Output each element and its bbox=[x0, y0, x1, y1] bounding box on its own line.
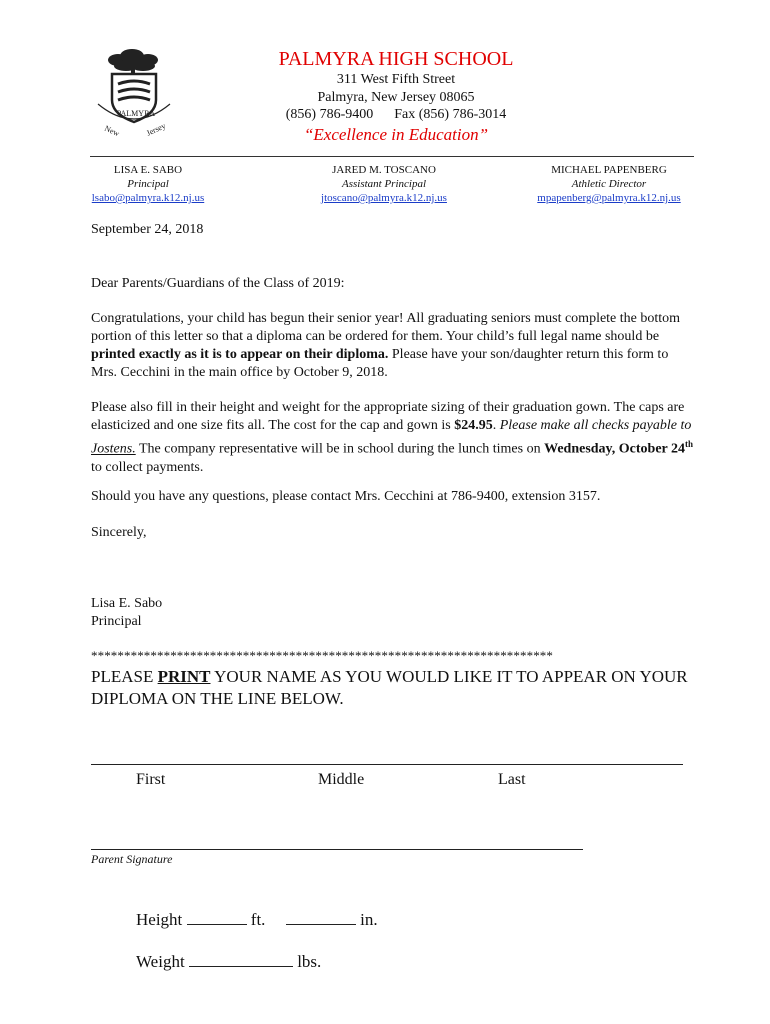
parent-signature-line[interactable] bbox=[91, 849, 583, 850]
weight-unit: lbs. bbox=[297, 952, 322, 971]
letter-date: September 24, 2018 bbox=[91, 222, 204, 237]
label-last: Last bbox=[498, 771, 526, 788]
paragraph-text: Please also fill in their height and weight for the appropriate sizing of their graduation gown. The caps are elasticized and one size fits all. The cost for the cap and gown is bbox=[91, 400, 685, 433]
seal-text-right: Jersey bbox=[145, 121, 167, 138]
school-motto: “Excellence in Education” bbox=[303, 125, 489, 144]
instruction-emphasis: PRINT bbox=[157, 667, 211, 686]
header-divider bbox=[90, 156, 694, 157]
price-text: $24.95 bbox=[454, 418, 493, 433]
label-parent-signature: Parent Signature bbox=[91, 852, 173, 866]
instruction-text: YOUR NAME AS YOU WOULD LIKE IT TO APPEAR ON YOUR DIPLOMA ON THE LINE BELOW. bbox=[91, 667, 688, 708]
paragraph-text: The company representative will be in school during the lunch times on bbox=[135, 441, 545, 457]
staff-email-link[interactable]: jtoscano@palmyra.k12.nj.us bbox=[321, 192, 447, 204]
seal-banner-text: PALMYRA bbox=[116, 109, 156, 118]
letter-paragraph-1 bbox=[91, 310, 695, 382]
separator-stars: ********************************************************************** bbox=[91, 648, 553, 663]
collection-date: Wednesday, October 24 bbox=[544, 441, 686, 457]
address-line-1: 311 West Fifth Street bbox=[336, 72, 456, 87]
date-suffix: th bbox=[685, 439, 694, 449]
staff-role: Athletic Director bbox=[571, 178, 647, 190]
staff-role: Principal bbox=[127, 178, 169, 190]
payee-name: Jostens. bbox=[91, 441, 136, 457]
label-middle: Middle bbox=[318, 771, 365, 788]
height-label: Height bbox=[136, 910, 183, 929]
phone-number: (856) 786-9400 bbox=[285, 107, 374, 122]
signer-name: Lisa E. Sabo bbox=[91, 596, 163, 611]
phone-fax-line bbox=[0, 107, 770, 123]
staff-role: Assistant Principal bbox=[341, 178, 427, 190]
emphasis-text: printed exactly as it is to appear on their diploma. bbox=[91, 347, 389, 362]
height-feet-field[interactable] bbox=[187, 910, 247, 925]
address-line-2: Palmyra, New Jersey 08065 bbox=[317, 90, 475, 105]
height-inches-unit: in. bbox=[360, 910, 378, 929]
height-row bbox=[136, 910, 378, 930]
height-feet-unit: ft. bbox=[250, 910, 266, 929]
staff-name: LISA E. SABO bbox=[113, 164, 183, 176]
signer-title: Principal bbox=[91, 614, 142, 629]
paragraph-text: to collect payments. bbox=[91, 459, 204, 475]
seal-text-left: New bbox=[103, 123, 121, 139]
staff-assistant-principal bbox=[284, 163, 484, 205]
label-first: First bbox=[136, 771, 166, 788]
letter-paragraph-2 bbox=[91, 399, 695, 477]
height-inches-field[interactable] bbox=[286, 910, 356, 925]
letter-closing: Sincerely, bbox=[91, 525, 147, 540]
school-name: PALMYRA HIGH SCHOOL bbox=[278, 48, 514, 70]
form-instructions bbox=[91, 666, 711, 710]
staff-name: JARED M. TOSCANO bbox=[332, 164, 436, 176]
letter-salutation: Dear Parents/Guardians of the Class of 2019: bbox=[91, 276, 345, 291]
staff-email-link[interactable]: lsabo@palmyra.k12.nj.us bbox=[91, 192, 205, 204]
weight-row bbox=[136, 952, 321, 972]
staff-email-link[interactable]: mpapenberg@palmyra.k12.nj.us bbox=[537, 192, 681, 204]
staff-name: MICHAEL PAPENBERG bbox=[551, 164, 667, 176]
instruction-text: PLEASE bbox=[91, 667, 158, 686]
paragraph-text: Please have your son/daughter return this form to Mrs. Cecchini in the main office by October 9, 2018. bbox=[91, 347, 669, 380]
paragraph-text: . bbox=[492, 418, 500, 433]
staff-principal bbox=[48, 163, 248, 205]
fax-number: Fax (856) 786-3014 bbox=[394, 107, 507, 122]
staff-athletic-director bbox=[509, 163, 709, 205]
diploma-name-line[interactable] bbox=[91, 764, 683, 765]
payment-instruction: Please make all checks payable to bbox=[499, 418, 692, 433]
paragraph-text: Congratulations, your child has begun their senior year! All graduating seniors must complete the bottom portion of this letter so that a diploma can be ordered for them. Your child’s full legal name should be bbox=[91, 311, 681, 344]
weight-label: Weight bbox=[136, 952, 185, 971]
weight-field[interactable] bbox=[189, 952, 293, 967]
letter-paragraph-3: Should you have any questions, please contact Mrs. Cecchini at 786-9400, extension 3157. bbox=[91, 489, 601, 504]
